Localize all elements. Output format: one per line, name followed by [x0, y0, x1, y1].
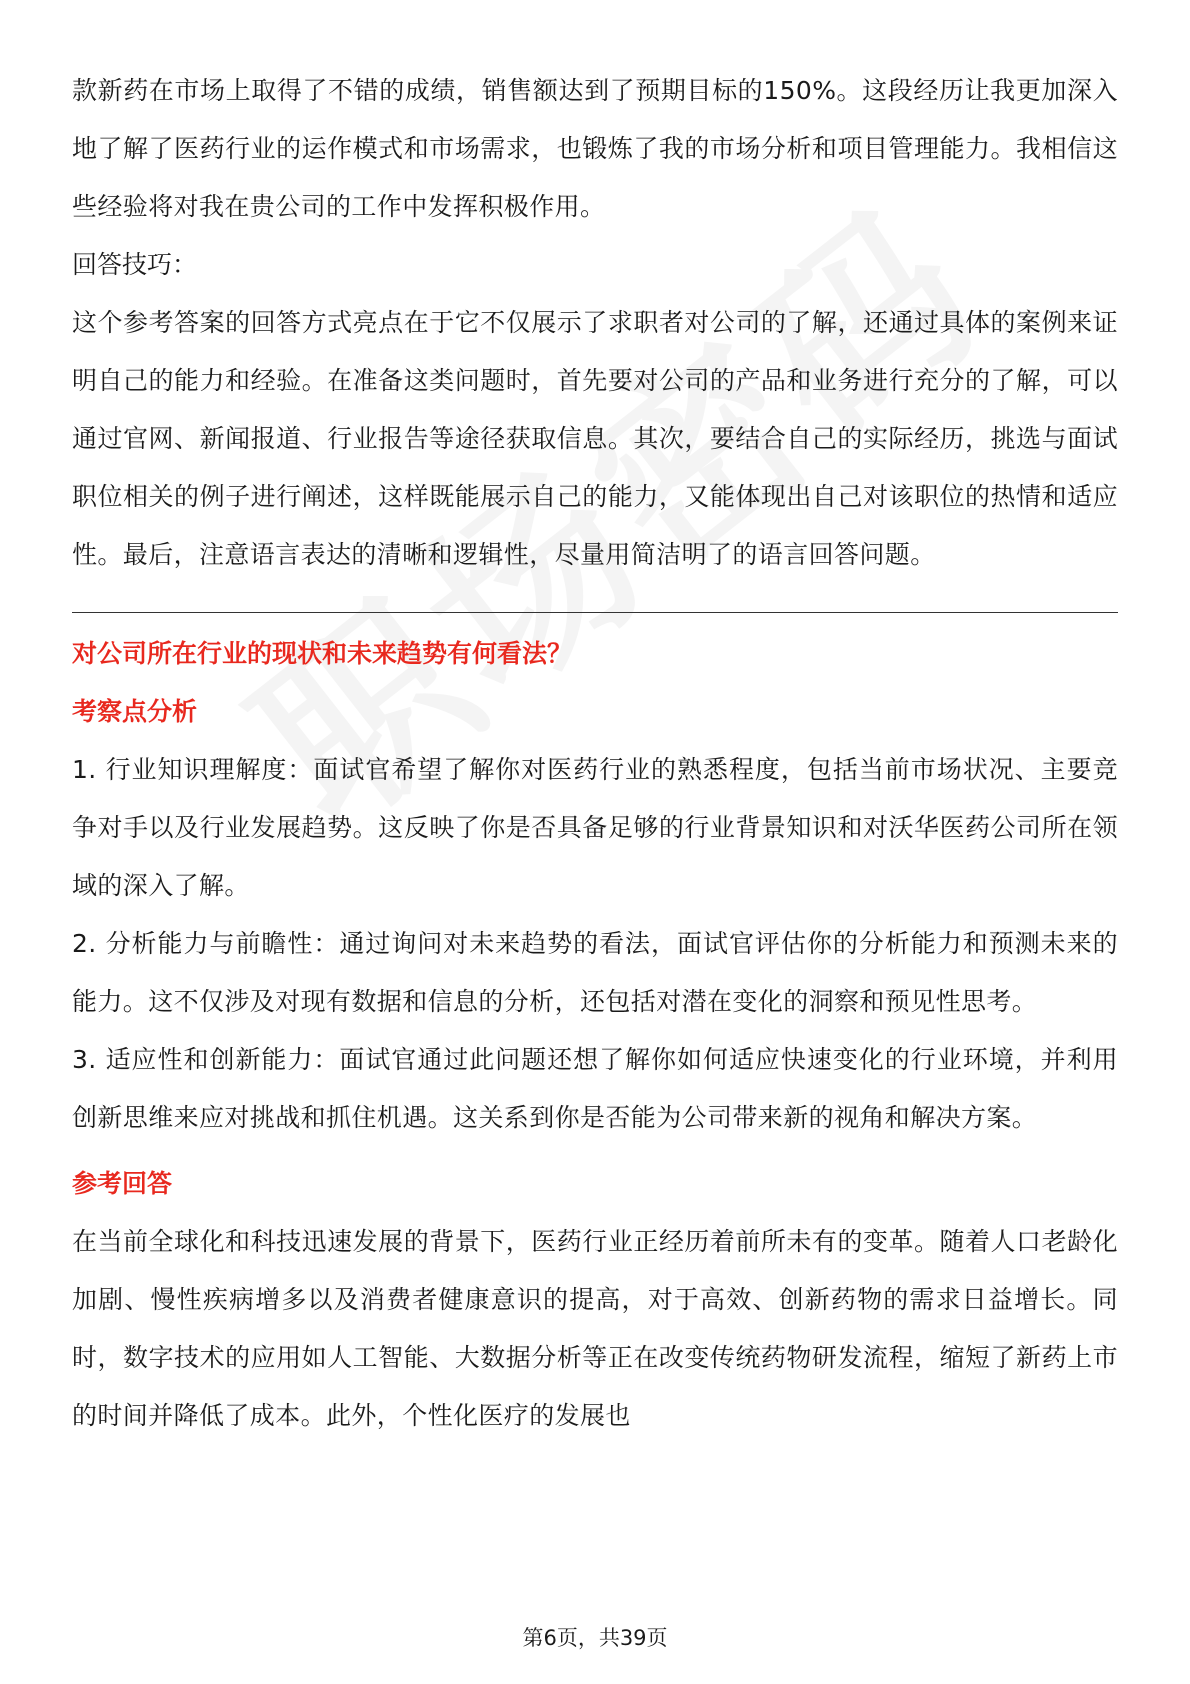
question-heading: 对公司所在行业的现状和未来趋势有何看法？ [72, 639, 573, 668]
answer-paragraph: 在当前全球化和科技迅速发展的背景下，医药行业正经历着前所未有的变革。随着人口老龄化加剧、慢性疾病增多以及消费者健康意识的提高，对于高效、创新药物的需求日益增长。同时，数字技术的应用如人工智能、大数据分析等正在改变传统药物研发流程，缩短了新药上市的时间并降低了成本。此外，个性化医疗的发展也 [72, 1227, 1118, 1430]
analysis-item-1: 1. 行业知识理解度：面试官希望了解你对医药行业的熟悉程度，包括当前市场状况、主要竞争对手以及行业发展趋势。这反映了你是否具备足够的行业背景知识和对沃华医药公司所在领域的深入了解。 [72, 755, 1118, 900]
page-content [72, 62, 1118, 1445]
tips-label: 回答技巧： [72, 250, 198, 279]
section-divider [72, 612, 1118, 613]
page-footer: 第6页，共39页 [522, 1626, 668, 1650]
answer-heading: 参考回答 [72, 1169, 173, 1198]
analysis-heading: 考察点分析 [72, 697, 198, 726]
analysis-item-3: 3. 适应性和创新能力：面试官通过此问题还想了解你如何适应快速变化的行业环境，并利用创新思维来应对挑战和抓住机遇。这关系到你是否能为公司带来新的视角和解决方案。 [72, 1045, 1118, 1132]
analysis-item-2: 2. 分析能力与前瞻性：通过询问对未来趋势的看法，面试官评估你的分析能力和预测未来的能力。这不仅涉及对现有数据和信息的分析，还包括对潜在变化的洞察和预见性思考。 [72, 929, 1118, 1016]
intro-paragraph: 款新药在市场上取得了不错的成绩，销售额达到了预期目标的150%。这段经历让我更加深入地了解了医药行业的运作模式和市场需求，也锻炼了我的市场分析和项目管理能力。我相信这些经验将对我在贵公司的工作中发挥积极作用。 [72, 76, 1118, 221]
tips-paragraph: 这个参考答案的回答方式亮点在于它不仅展示了求职者对公司的了解，还通过具体的案例来证明自己的能力和经验。在准备这类问题时，首先要对公司的产品和业务进行充分的了解，可以通过官网、新闻报道、行业报告等途径获取信息。其次，要结合自己的实际经历，挑选与面试职位相关的例子进行阐述，这样既能展示自己的能力，又能体现出自己对该职位的热情和适应性。最后，注意语言表达的清晰和逻辑性，尽量用简洁明了的语言回答问题。 [72, 308, 1118, 569]
